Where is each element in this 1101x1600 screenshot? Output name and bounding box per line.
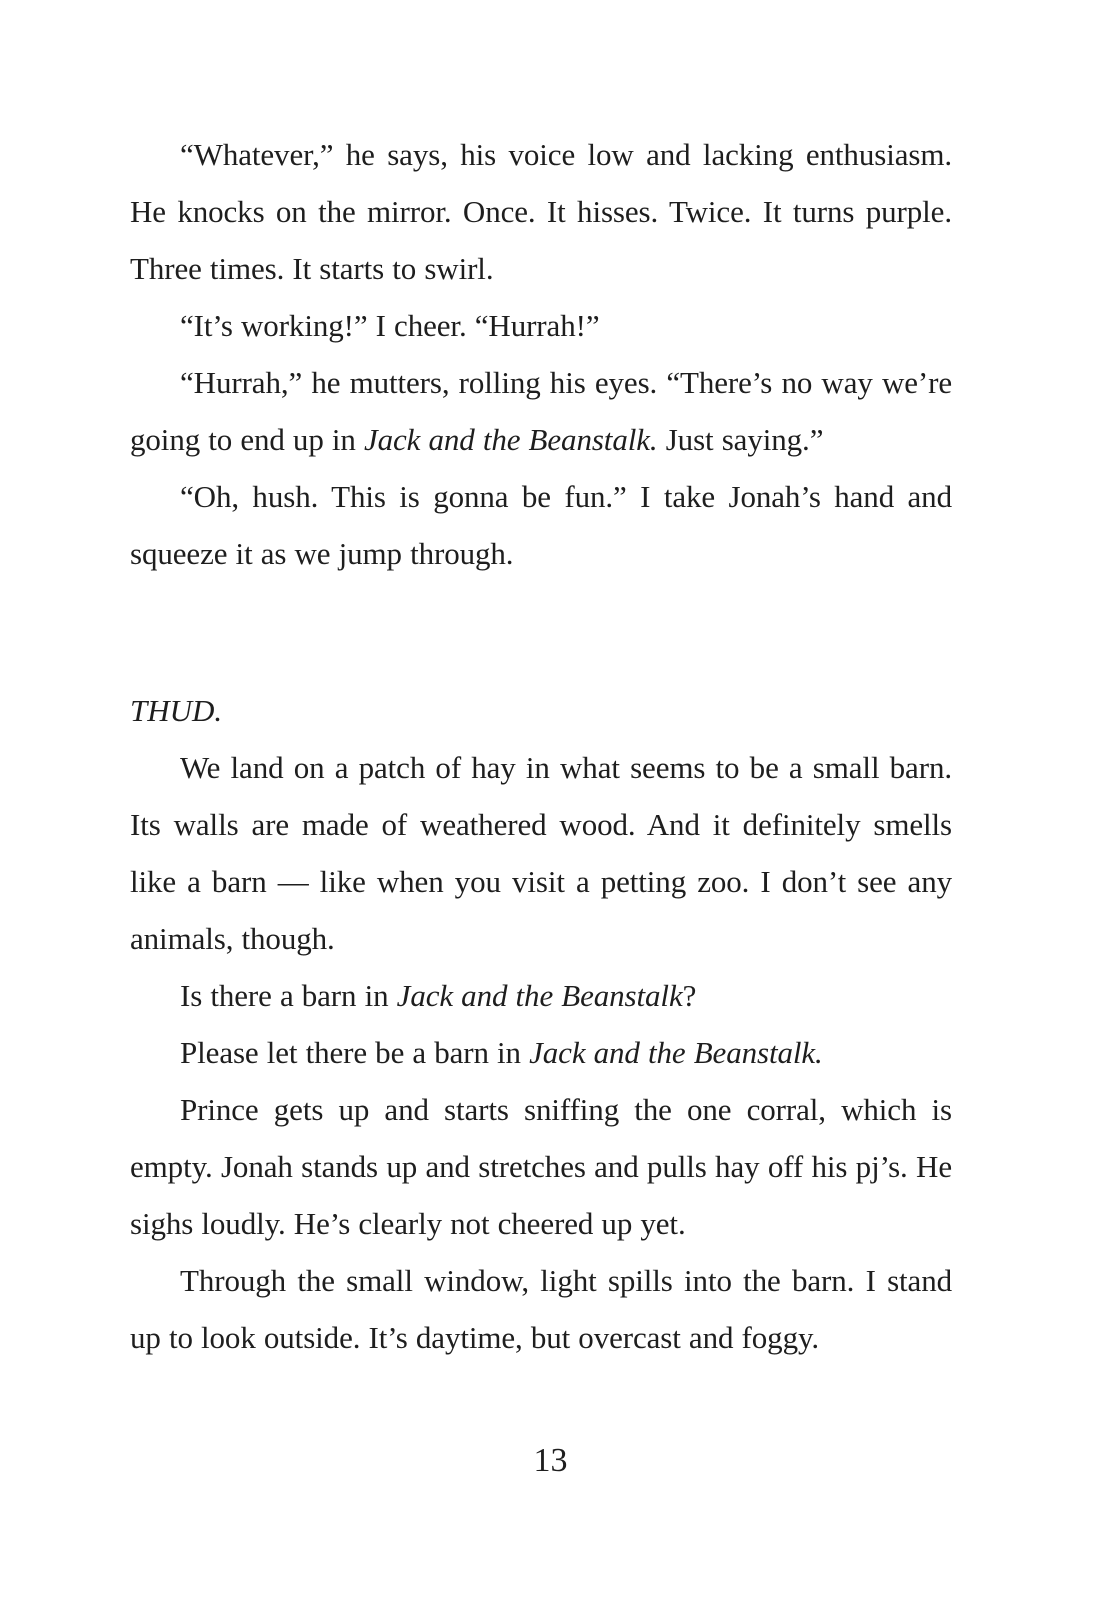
book-page-body	[130, 126, 952, 1366]
paragraph-text: Through the small window, light spills into the barn. I stand up to look outside. It’s daytime, but overcast and foggy.	[130, 1263, 952, 1355]
paragraph-text: Prince gets up and starts sniffing the one corral, which is empty. Jonah stands up and stretches and pulls hay off his pj’s. He sighs loudly. He’s clearly not cheered up yet.	[130, 1092, 952, 1241]
paragraph-text: Is there a barn in	[180, 978, 397, 1013]
paragraph-text: “Oh, hush. This is gonna be fun.” I take Jonah’s hand and squeeze it as we jump through.	[130, 479, 952, 571]
paragraph	[130, 1081, 952, 1252]
paragraph	[130, 297, 952, 354]
page-number: 13	[533, 1442, 568, 1479]
paragraph	[130, 468, 952, 582]
book-title-italic: Jack and the Beanstalk.	[363, 422, 658, 457]
paragraph-text: “Whatever,” he says, his voice low and lacking enthusiasm. He knocks on the mirror. Once. It hisses. Twice. It turns purple. Three times. It starts to swirl.	[130, 137, 952, 286]
paragraphs-after-scene-break	[130, 739, 952, 1366]
paragraph	[130, 126, 952, 297]
book-title-italic: Jack and the Beanstalk	[396, 978, 683, 1013]
paragraph	[130, 1024, 952, 1081]
paragraph-text: ?	[682, 978, 697, 1013]
scene-opener: THUD.	[130, 693, 223, 728]
paragraph-text: Please let there be a barn in	[180, 1035, 530, 1070]
book-title-italic: Jack and the Beanstalk.	[529, 1035, 823, 1070]
paragraph	[130, 1252, 952, 1366]
paragraphs-before-scene-break	[130, 126, 952, 582]
paragraph	[130, 354, 952, 468]
paragraph	[130, 967, 952, 1024]
paragraph	[130, 739, 952, 967]
paragraph-text: “Hurrah,” he mutters, rolling his eyes. “There’s no way we’re going to end up in	[130, 365, 952, 457]
paragraph-text: We land on a patch of hay in what seems to be a small barn. Its walls are made of weathered wood. And it definitely smells like a barn — like when you visit a petting zoo. I don’t see any animals, though.	[130, 750, 952, 956]
paragraph-text: Just saying.”	[657, 422, 824, 457]
paragraph-text: “It’s working!” I cheer. “Hurrah!”	[180, 308, 600, 343]
scene-break	[130, 582, 952, 682]
